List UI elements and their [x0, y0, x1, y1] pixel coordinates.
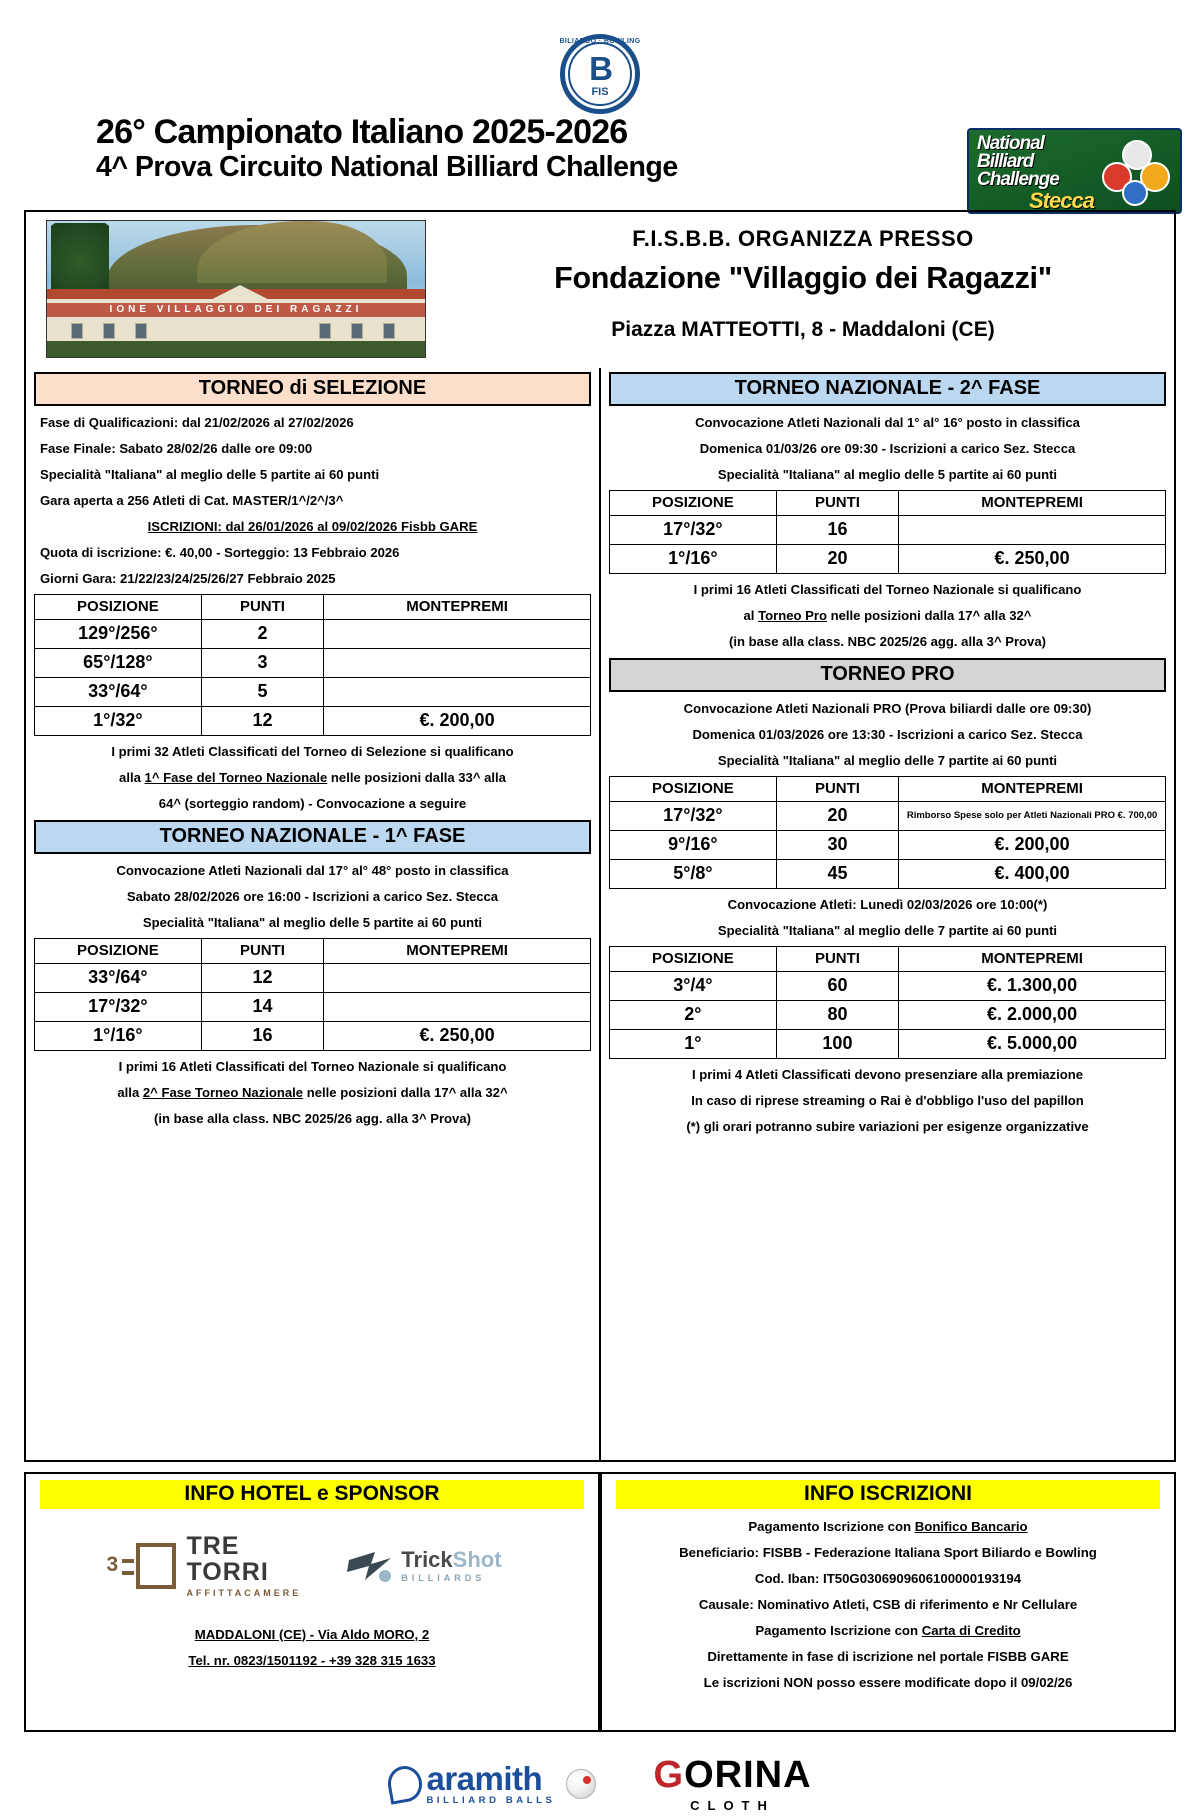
table-row: [610, 831, 1166, 860]
th-montepremi: MONTEPREMI: [324, 595, 591, 620]
cell-punti: 20: [776, 545, 898, 574]
line-prefix: Pagamento Iscrizione con: [748, 1518, 915, 1534]
selezione-note-2: 64^ (sorteggio random) - Convocazione a seguire: [158, 795, 467, 811]
left-column: [26, 368, 601, 1460]
tre-torri-logo: [106, 1531, 302, 1599]
aramith-ball-icon: [566, 1769, 596, 1799]
table-header-row: [610, 491, 1166, 516]
th-punti: PUNTI: [776, 947, 898, 972]
table-row: [35, 1022, 591, 1051]
table-row: [610, 972, 1166, 1001]
cell-posizione: 65°/128°: [35, 649, 202, 678]
selezione-line-1: Fase Finale: Sabato 28/02/26 dalle ore 09:00: [40, 440, 313, 456]
cell-posizione: 33°/64°: [35, 964, 202, 993]
cell-montepremi: €. 250,00: [324, 1022, 591, 1051]
trickshot-mark-icon: [345, 1546, 393, 1586]
nazionale1-line-0: Convocazione Atleti Nazionali dal 17° al° 48° posto in classifica: [116, 862, 509, 878]
cell-punti: 12: [201, 707, 323, 736]
note-suffix: nelle posizioni dalla 17^ alla 32^: [826, 607, 1032, 623]
tre-torri-mark-icon: [106, 1543, 178, 1589]
selezione-note-1: [34, 764, 591, 790]
cell-posizione: 2°: [610, 1001, 777, 1030]
th-punti: PUNTI: [776, 491, 898, 516]
trickshot-line-2: BILLIARDS: [401, 1573, 486, 1583]
cell-punti: 2: [201, 620, 323, 649]
th-punti: PUNTI: [201, 939, 323, 964]
right-column: [601, 368, 1174, 1460]
table-row: [35, 707, 591, 736]
main-content-box: [24, 210, 1176, 1462]
table-row: [35, 678, 591, 707]
cell-punti: 100: [776, 1030, 898, 1059]
section-header-nazionale-2: TORNEO NAZIONALE - 2^ FASE: [609, 372, 1166, 406]
table-row: [610, 545, 1166, 574]
nbc-line-2: Billiard: [977, 151, 1034, 172]
cell-montepremi: €. 200,00: [324, 707, 591, 736]
selezione-quota-line: Quota di iscrizione: €. 40,00 - Sorteggio: 13 Febbraio 2026: [40, 544, 400, 560]
nazionale1-line-2: Specialità "Italiana" al meglio delle 5 partite ai 60 punti: [142, 914, 483, 930]
iscrizioni-line-2: Cod. Iban: IT50G0306909606100000193194: [754, 1570, 1022, 1586]
note-prefix: alla: [119, 769, 145, 785]
cell-punti: 45: [776, 860, 898, 889]
nazionale1-note-2: (in base alla class. NBC 2025/26 agg. alla 3^ Prova): [154, 1110, 471, 1126]
gorina-sub: CLOTH: [690, 1797, 775, 1813]
selezione-prize-table: [34, 594, 591, 736]
selezione-line-3: Gara aperta a 256 Atleti di Cat. MASTER/1^/2^/3^: [40, 492, 344, 508]
venue-name: Fondazione "Villaggio dei Ragazzi": [554, 261, 1052, 295]
cell-montepremi: [324, 620, 591, 649]
cell-montepremi: €. 5.000,00: [899, 1030, 1166, 1059]
pro-line-0: Convocazione Atleti Nazionali PRO (Prova biliardi dalle ore 09:30): [683, 700, 1092, 716]
cell-posizione: 1°/16°: [610, 545, 777, 574]
note-suffix: nelle posizioni dalla 17^ alla 32^: [303, 1084, 508, 1100]
sponsor-logos: [26, 1523, 598, 1609]
venue-photo-caption: IONE VILLAGGIO DEI RAGAZZI: [47, 303, 425, 317]
aramith-sub: BILLIARD BALLS: [426, 1795, 556, 1806]
note-underlined: 1^ Fase del Torneo Nazionale: [144, 769, 328, 785]
pro-mid-line-1: Specialità "Italiana" al meglio delle 7 partite ai 60 punti: [717, 922, 1058, 938]
pro-note-0: I primi 4 Atleti Classificati devono presenziare alla premiazione: [691, 1066, 1083, 1082]
note-underlined: 2^ Fase Torneo Nazionale: [142, 1084, 304, 1100]
th-montepremi: MONTEPREMI: [899, 777, 1166, 802]
nazionale2-line-0: Convocazione Atleti Nazionali dal 1° al° 16° posto in classifica: [695, 414, 1080, 430]
iscrizioni-line-5: Direttamente in fase di iscrizione nel portale FISBB GARE: [707, 1648, 1069, 1664]
trickshot-line-1: [401, 1549, 501, 1571]
cell-posizione: 5°/8°: [610, 860, 777, 889]
cell-montepremi: €. 200,00: [899, 831, 1166, 860]
trickshot-word-2: Shot: [452, 1547, 502, 1572]
info-hotel-title: INFO HOTEL e SPONSOR: [40, 1480, 584, 1509]
table-header-row: [35, 595, 591, 620]
cell-posizione: 1°/16°: [35, 1022, 202, 1051]
cell-punti: 20: [776, 802, 898, 831]
cell-posizione: 3°/4°: [610, 972, 777, 1001]
cell-posizione: 17°/32°: [610, 802, 777, 831]
venue-address: Piazza MATTEOTTI, 8 - Maddaloni (CE): [611, 318, 995, 341]
pro-line-1: Domenica 01/03/2026 ore 13:30 - Iscrizioni a carico Sez. Stecca: [692, 726, 1083, 742]
pro-note-2: (*) gli orari potranno subire variazioni per esigenze organizzative: [686, 1118, 1089, 1134]
fisbb-logo-icon: [554, 34, 646, 112]
cell-punti: 80: [776, 1001, 898, 1030]
hotel-phone: Tel. nr. 0823/1501192 - +39 328 315 1633: [188, 1652, 436, 1668]
th-montepremi: MONTEPREMI: [899, 491, 1166, 516]
tre-torri-text: [186, 1531, 302, 1599]
cell-punti: 14: [201, 993, 323, 1022]
th-posizione: POSIZIONE: [610, 491, 777, 516]
info-iscrizioni-title: INFO ISCRIZIONI: [616, 1480, 1160, 1509]
cell-montepremi: €. 1.300,00: [899, 972, 1166, 1001]
note-suffix: nelle posizioni dalla 33^ alla: [327, 769, 506, 785]
line-underlined: Carta di Credito: [921, 1622, 1021, 1638]
iscrizioni-line-4: [602, 1617, 1174, 1643]
pro-mid-line-0: Convocazione Atleti: Lunedì 02/03/2026 ore 10:00(*): [727, 896, 1048, 912]
line-prefix: Pagamento Iscrizione con: [755, 1622, 922, 1638]
note-underlined: Torneo Pro: [758, 607, 827, 623]
aramith-mark-icon: [386, 1763, 426, 1804]
cell-posizione: 17°/32°: [35, 993, 202, 1022]
nazionale2-note-2: (in base alla class. NBC 2025/26 agg. alla 3^ Prova): [729, 633, 1046, 649]
fisbb-logo-container: [0, 0, 1200, 117]
iscrizioni-line-1: Beneficiario: FISBB - Federazione Italiana Sport Biliardo e Bowling: [679, 1544, 1097, 1560]
th-posizione: POSIZIONE: [610, 777, 777, 802]
nazionale1-note-1: [34, 1079, 591, 1105]
cell-punti: 16: [776, 516, 898, 545]
cell-montepremi: €. 400,00: [899, 860, 1166, 889]
note-prefix: al: [743, 607, 759, 623]
selezione-line-2: Specialità "Italiana" al meglio delle 5 partite ai 60 punti: [40, 466, 380, 482]
venue-photo: [46, 220, 426, 358]
hotel-address: MADDALONI (CE) - Via Aldo MORO, 2: [194, 1626, 430, 1642]
iscrizioni-line-6: Le iscrizioni NON posso essere modificate dopo il 09/02/26: [703, 1674, 1073, 1690]
line-underlined: Bonifico Bancario: [914, 1518, 1028, 1534]
nbc-line-3: Challenge: [977, 169, 1059, 190]
cell-posizione: 1°/32°: [35, 707, 202, 736]
gorina-logo: [653, 1753, 812, 1813]
selezione-note-0: I primi 32 Atleti Classificati del Torneo di Selezione si qualificano: [111, 743, 514, 759]
table-row: [35, 620, 591, 649]
iscrizioni-line-0: [602, 1513, 1174, 1539]
info-hotel-box: [24, 1472, 600, 1732]
billiard-balls-icon: [1102, 140, 1174, 206]
section-header-pro: TORNEO PRO: [609, 658, 1166, 692]
th-montepremi: MONTEPREMI: [324, 939, 591, 964]
cell-montepremi: Rimborso Spese solo per Atleti Nazionali PRO €. 700,00: [899, 802, 1166, 831]
th-punti: PUNTI: [776, 777, 898, 802]
footer-logos: [0, 1752, 1200, 1816]
cell-montepremi: [324, 964, 591, 993]
cell-punti: 12: [201, 964, 323, 993]
section-header-selezione: TORNEO di SELEZIONE: [34, 372, 591, 406]
tre-torri-mark-number: 3: [106, 1553, 119, 1576]
columns-container: [26, 368, 1174, 1460]
nazionale2-line-2: Specialità "Italiana" al meglio delle 5 partite ai 60 punti: [717, 466, 1058, 482]
trickshot-logo: [345, 1546, 501, 1586]
aramith-text: [426, 1762, 555, 1806]
cell-montepremi: €. 250,00: [899, 545, 1166, 574]
tre-torri-line-2: TORRI: [186, 1557, 269, 1586]
selezione-iscrizioni-line: ISCRIZIONI: dal 26/01/2026 al 09/02/2026 Fisbb GARE: [147, 518, 478, 534]
pro-note-1: In caso di riprese streaming o Rai è d'obbligo l'uso del papillon: [691, 1092, 1084, 1108]
nazionale1-line-1: Sabato 28/02/2026 ore 16:00 - Iscrizioni a carico Sez. Stecca: [126, 888, 499, 904]
table-row: [35, 993, 591, 1022]
selezione-line-0: Fase di Qualificazioni: dal 21/02/2026 al 27/02/2026: [40, 414, 354, 430]
table-row: [610, 1001, 1166, 1030]
table-row: [610, 516, 1166, 545]
cell-montepremi: €. 2.000,00: [899, 1001, 1166, 1030]
cell-punti: 5: [201, 678, 323, 707]
trickshot-text: [401, 1549, 501, 1583]
th-posizione: POSIZIONE: [35, 939, 202, 964]
logo-top-text: BILIARDO · BOWLING: [559, 38, 641, 45]
nazionale2-note-1: [609, 602, 1166, 628]
organizer-label: F.I.S.B.B. ORGANIZZA PRESSO: [632, 226, 974, 251]
table-header-row: [35, 939, 591, 964]
cell-posizione: 1°: [610, 1030, 777, 1059]
cell-posizione: 9°/16°: [610, 831, 777, 860]
th-posizione: POSIZIONE: [610, 947, 777, 972]
gorina-name: [653, 1753, 812, 1796]
cell-posizione: 17°/32°: [610, 516, 777, 545]
tre-torri-line-3: AFFITTACAMERE: [186, 1588, 302, 1599]
nazionale2-line-1: Domenica 01/03/26 ore 09:30 - Iscrizioni a carico Sez. Stecca: [699, 440, 1076, 456]
info-iscrizioni-box: [600, 1472, 1176, 1732]
cell-montepremi: [324, 993, 591, 1022]
pro-line-2: Specialità "Italiana" al meglio delle 7 partite ai 60 punti: [717, 752, 1058, 768]
nbc-line-4: Stecca: [1029, 188, 1094, 213]
cell-punti: 16: [201, 1022, 323, 1051]
iscrizioni-line-3: Causale: Nominativo Atleti, CSB di riferimento e Nr Cellulare: [698, 1596, 1078, 1612]
nbc-line-1: National: [977, 133, 1044, 154]
venue-info: [446, 226, 1160, 342]
nazionale1-prize-table: [34, 938, 591, 1051]
page-subtitle: 4^ Prova Circuito National Billiard Challenge: [96, 151, 678, 184]
gorina-rest: ORINA: [684, 1753, 812, 1796]
nazionale2-prize-table: [609, 490, 1166, 574]
section-header-nazionale-1: TORNEO NAZIONALE - 1^ FASE: [34, 820, 591, 854]
page-title: 26° Campionato Italiano 2025-2026: [96, 113, 628, 151]
cell-posizione: 33°/64°: [35, 678, 202, 707]
table-row: [35, 964, 591, 993]
aramith-name: aramith: [426, 1760, 543, 1797]
cell-punti: 3: [201, 649, 323, 678]
note-prefix: alla: [117, 1084, 143, 1100]
th-posizione: POSIZIONE: [35, 595, 202, 620]
nazionale1-note-0: I primi 16 Atleti Classificati del Torneo Nazionale si qualificano: [118, 1058, 507, 1074]
logo-sub-text: FIS: [591, 86, 609, 98]
table-header-row: [610, 777, 1166, 802]
table-row: [610, 802, 1166, 831]
table-header-row: [610, 947, 1166, 972]
th-montepremi: MONTEPREMI: [899, 947, 1166, 972]
pro-prize-table-1: [609, 776, 1166, 889]
cell-montepremi: [899, 516, 1166, 545]
gorina-initial: G: [653, 1753, 685, 1796]
cell-posizione: 129°/256°: [35, 620, 202, 649]
trickshot-word-1: Trick: [401, 1547, 453, 1572]
th-punti: PUNTI: [201, 595, 323, 620]
table-row: [610, 860, 1166, 889]
table-row: [35, 649, 591, 678]
selezione-giorni-line: Giorni Gara: 21/22/23/24/25/26/27 Febbraio 2025: [40, 570, 336, 586]
tre-torri-line-1: TRE: [186, 1531, 240, 1560]
table-row: [610, 1030, 1166, 1059]
pro-prize-table-2: [609, 946, 1166, 1059]
cell-montepremi: [324, 678, 591, 707]
nbc-logo: [967, 128, 1182, 214]
logo-letter: B: [589, 50, 611, 87]
cell-punti: 60: [776, 972, 898, 1001]
cell-punti: 30: [776, 831, 898, 860]
cell-montepremi: [324, 649, 591, 678]
aramith-logo: [388, 1762, 595, 1806]
nazionale2-note-0: I primi 16 Atleti Classificati del Torneo Nazionale si qualificano: [693, 581, 1082, 597]
